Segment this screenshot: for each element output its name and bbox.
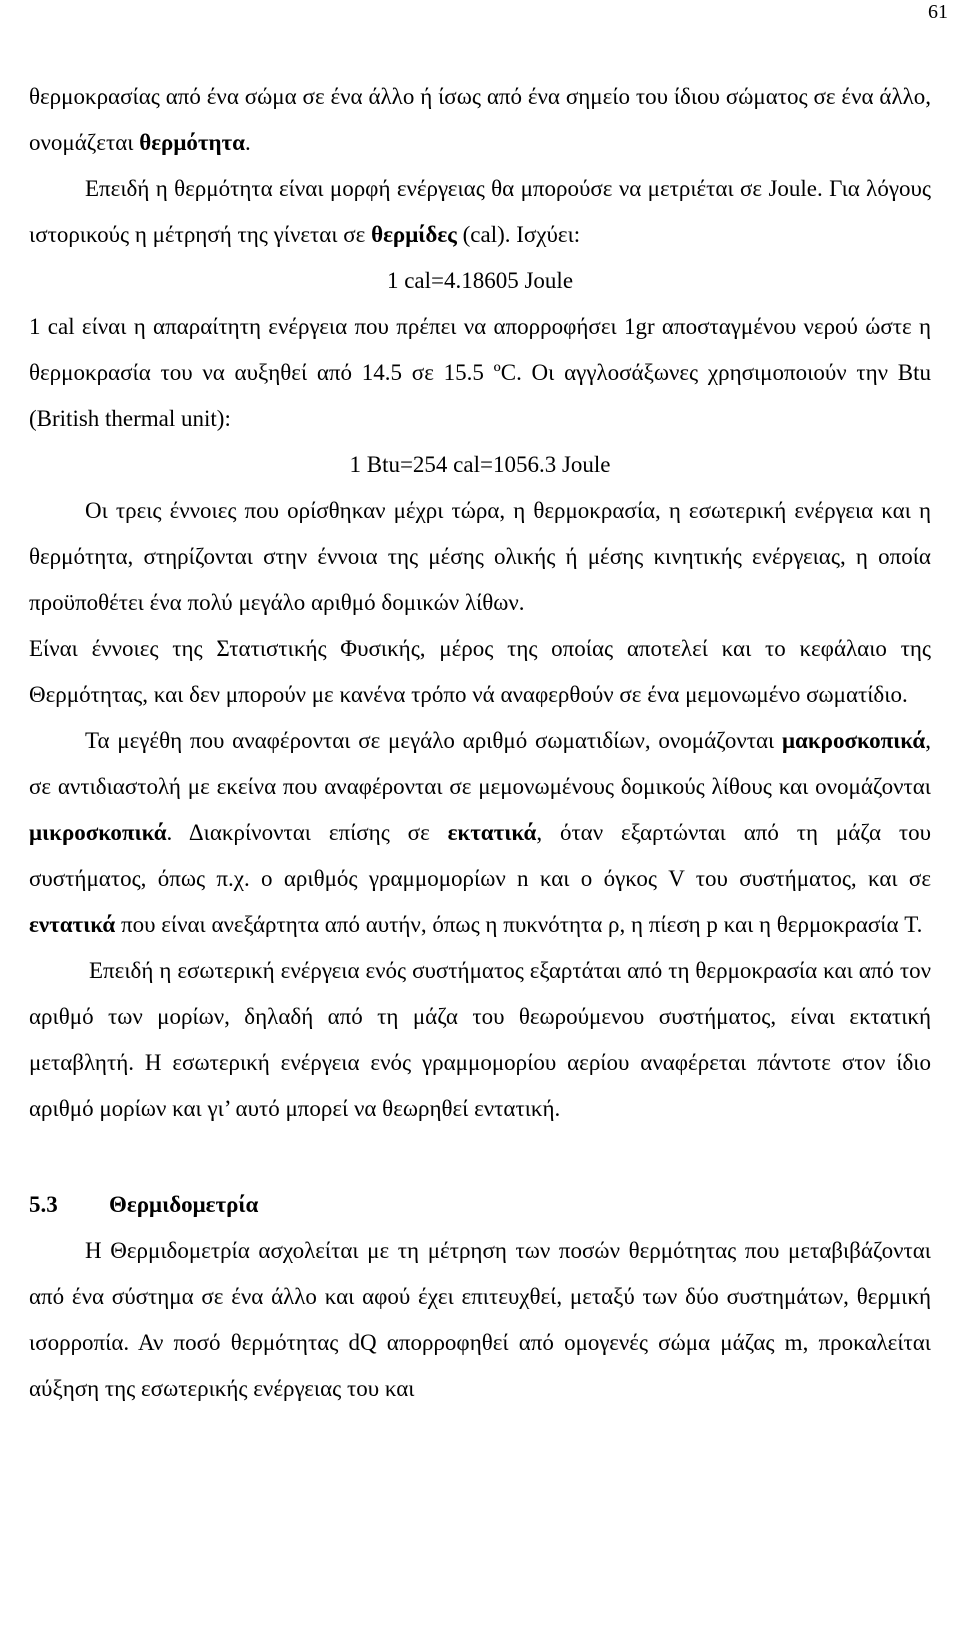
paragraph-calorie-definition: 1 cal είναι η απαραίτητη ενέργεια που πρέπει να απορροφήσει 1gr αποσταγμένου νερού ώστε η θερμοκρασία του να αυξηθεί από 14.5 σε 15.5 ºC. Οι αγγλοσάξωνες χρησιμοποιούν την Btu (British thermal unit): <box>29 314 931 431</box>
paragraph-macroscopic-quantities: Τα μεγέθη που αναφέρονται σε μεγάλο αριθμό σωματιδίων, ονομάζονται μακροσκοπικά, σε αντιδιαστολή με εκείνα που αναφέρονται σε μεμονωμένους δομικούς λίθους και ονομάζονται μικροσκοπικά. Διακρίνονται επίσης σε εκτατικά, όταν εξαρτώνται από τη μάζα του συστήματος, όπως π.χ. ο αριθμός γραμμομορίων n και ο όγκος V του συστήματος, και σε εντατικά που είναι ανεξάρτητα από αυτήν, όπως η πυκνότητα ρ, η πίεση p και η θερμοκρασία T. <box>29 728 931 937</box>
document-body <box>29 74 931 1412</box>
page-number: 61 <box>928 1 948 23</box>
equation-cal-joule: 1 cal=4.18605 Joule <box>386 268 574 293</box>
term-extensive: εκτατικά <box>447 820 537 845</box>
paragraph-internal-energy: Επειδή η εσωτερική ενέργεια ενός συστήματος εξαρτάται από τη θερμοκρασία και από τον αριθμό των μορίων, δηλαδή από τη μάζα του θεωρούμενου συστήματος, είναι εκτατική μεταβλητή. Η εσωτερική ενέργεια ενός γραμμομορίου αερίου αναφέρεται πάντοτε στον ίδιο αριθμό μορίων και γι’ αυτό μπορεί να θεωρηθεί εντατική. <box>29 958 931 1121</box>
paragraph-heat-units: Επειδή η θερμότητα είναι μορφή ενέργειας θα μπορούσε να μετριέται σε Joule. Για λόγους ιστορικούς η μέτρησή της γίνεται σε θερμίδες (cal). Ισχύει: <box>29 176 931 247</box>
equation-btu: 1 Btu=254 cal=1056.3 Joule <box>349 452 611 477</box>
section-title: Θερμιδομετρία <box>109 1192 259 1217</box>
term-intensive: εντατικά <box>29 912 116 937</box>
section-heading <box>29 1182 931 1228</box>
paragraph-three-concepts: Οι τρεις έννοιες που ορίσθηκαν μέχρι τώρα, η θερμοκρασία, η εσωτερική ενέργεια και η θερμότητα, στηρίζονται στην έννοια της μέσης ολικής ή μέσης κινητικής ενέργειας, η οποία προϋποθέτει ένα πολύ μεγάλο αριθμό δομικών λίθων. <box>29 498 931 615</box>
term-calories: θερμίδες <box>371 222 457 247</box>
term-macroscopic: μακροσκοπικά <box>782 728 926 753</box>
term-microscopic: μικροσκοπικά <box>29 820 167 845</box>
term-heat: θερμότητα <box>139 130 245 155</box>
paragraph-calorimetry: Η Θερμιδομετρία ασχολείται με τη μέτρηση των ποσών θερμότητας που μεταβιβάζονται από ένα σύστημα σε ένα άλλο και αφού έχει επιτευχθεί, μεταξύ των δύο συστημάτων, θερμική ισορροπία. Αν ποσό θερμότητας dQ απορροφηθεί από ομογενές σώμα μάζας m, προκαλείται αύξηση της εσωτερικής ενέργειας του και <box>29 1238 931 1401</box>
section-number: 5.3 <box>29 1192 58 1217</box>
paragraph-heat-definition: θερμοκρασίας από ένα σώμα σε ένα άλλο ή ίσως από ένα σημείο του ίδιου σώματος σε ένα άλλο, ονομάζεται θερμότητα. <box>29 84 931 155</box>
paragraph-statistical-physics: Είναι έννοιες της Στατιστικής Φυσικής, μέρος της οποίας αποτελεί και το κεφάλαιο της Θερμότητας, και δεν μπορούν με κανένα τρόπο νά αναφερθούν σε ένα μεμονωμένο σωματίδιο. <box>29 636 931 707</box>
